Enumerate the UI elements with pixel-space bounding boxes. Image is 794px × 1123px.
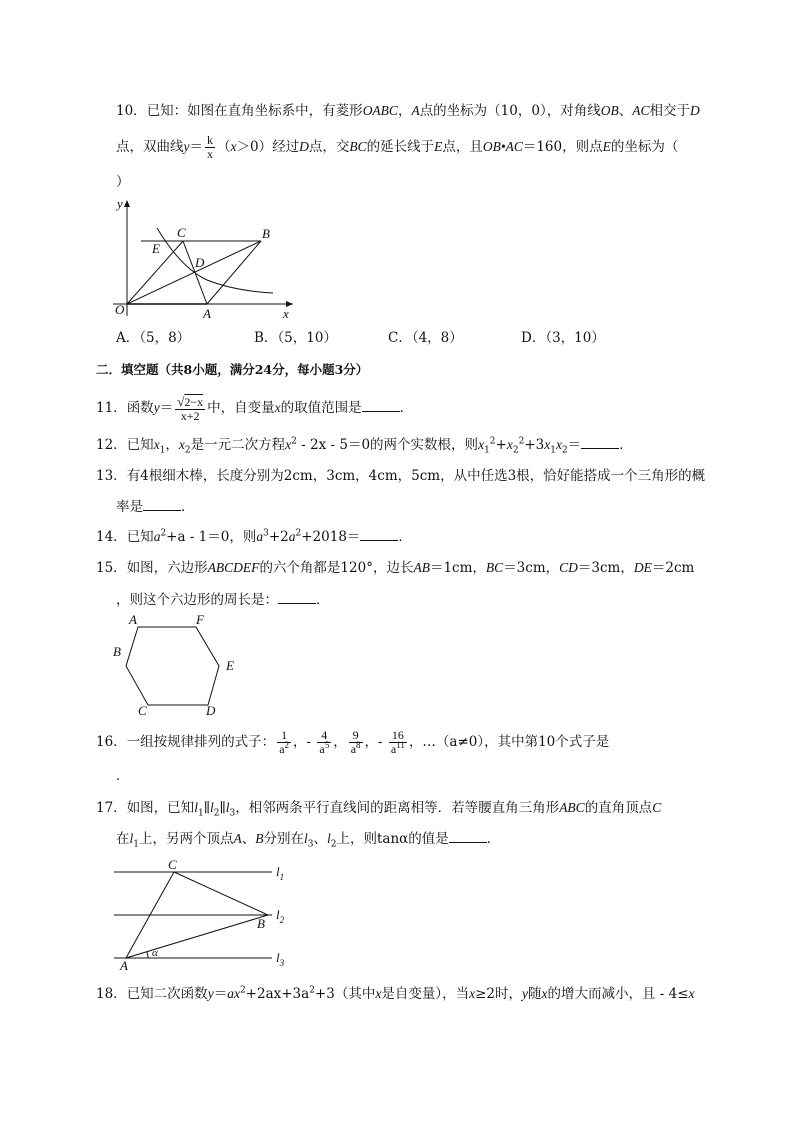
option-b[interactable]: B．（5，10）: [254, 330, 337, 346]
q13-line1: 13．有4根细木棒，长度分别为2cm，3cm，4cm，5cm，从中任选3根，恰好能搭成一个三角形的概: [96, 468, 706, 484]
angle-alpha-arc: [147, 952, 148, 958]
q17-line2: 在$l_1$上，另两个顶点A、B分别在$l_3$、$l_2$上，则tanα的值是 ．: [116, 831, 501, 850]
rhombus-hyperbola-figure: [105, 196, 305, 321]
q17-line1: 17．如图，已知$l_1\parallel l_2\parallel l_3$，相邻两条平行直线间的距离相等．若等腰直角三角形ABC的直角顶点C: [96, 800, 662, 819]
label-c: C: [177, 225, 186, 240]
option-d[interactable]: D．（3，10）: [521, 330, 605, 346]
label-o: O: [115, 302, 125, 317]
answer-blank[interactable]: [360, 528, 398, 541]
k-over-x-fraction: $\frac{k}{x}$: [207, 133, 213, 161]
label-c: C: [168, 857, 177, 872]
q16-line2: ．: [116, 768, 130, 784]
option-a[interactable]: A．（5，8）: [116, 330, 191, 346]
label-a: A: [203, 306, 211, 321]
label-c: C: [138, 703, 147, 716]
answer-blank[interactable]: [449, 830, 487, 843]
sqrt-sign: √: [177, 393, 185, 409]
side-ab: [207, 241, 261, 304]
q16-frac-1: $\frac{1}{a^2}$: [279, 728, 290, 756]
q10-line3: ）: [116, 174, 130, 190]
label-y: y: [117, 196, 123, 211]
q14: 14．已知$a^2+a - 1=0$，则$a^3+2a^2+2018=$ ．: [96, 528, 412, 545]
label-e: E: [226, 658, 234, 673]
q11-fraction: $\frac{√2-x}{x+2}$: [177, 393, 204, 423]
answer-blank[interactable]: [362, 399, 400, 412]
q16-frac-2: $\frac{4}{a^5}$: [319, 728, 330, 756]
label-alpha: α: [152, 947, 158, 959]
label-b: B: [262, 226, 270, 241]
option-c[interactable]: C．（4，8）: [388, 330, 463, 346]
q11: 11．函数y＝ $\frac{√2-x}{x+2}$ 中，自变量x的取值范围是 ．: [96, 393, 414, 423]
answer-blank[interactable]: [278, 591, 316, 604]
label-a: A: [129, 612, 137, 627]
q10-line2: 点，双曲线y＝ $\frac{k}{x}$ （x＞0）经过D点，交BC的延长线于E点，且OB•AC＝160，则点E的坐标为（: [116, 133, 679, 161]
label-b: B: [257, 916, 265, 931]
answer-blank[interactable]: [581, 436, 619, 449]
label-e: E: [152, 241, 160, 256]
q15-line2: ，则这个六边形的周长是： ．: [116, 592, 330, 608]
label-l3: $l_3$: [276, 950, 285, 968]
label-l2: $l_2$: [276, 907, 285, 925]
q18: 18．已知二次函数$y=ax^2+2ax+3a^2+3$（其中x是自变量），当x≥2时，y随x的增大而减小，且 - 4≤x: [96, 985, 695, 1002]
label-d: D: [195, 255, 205, 270]
q16-frac-3: $\frac{9}{a^8}$: [350, 728, 361, 756]
q13-line2: 率是 ．: [116, 499, 195, 515]
label-d: D: [206, 703, 216, 716]
section-heading: 二．填空题（共8小题，满分24分，每小题3分）: [96, 362, 369, 377]
parallel-lines-triangle-figure: [110, 856, 300, 974]
label-l1: $l_1$: [276, 864, 285, 882]
hyperbola-curve: [157, 228, 273, 293]
hexagon-abcdef: [126, 627, 219, 705]
label-a: A: [120, 958, 128, 973]
label-b: B: [113, 644, 121, 659]
q16-line1: 16．一组按规律排列的式子： $\frac{1}{a^2}$ ，- $\frac{4}{a^5}$ ， $\frac{9}{a^8}$ ，- $\frac{16}{a^{11}}$ ，…（a≠0），其中第10个式子是: [96, 728, 610, 756]
label-f: F: [196, 612, 204, 627]
q16-frac-4: $\frac{16}{a^{11}}$: [390, 728, 405, 756]
q10-number: 10．: [116, 103, 147, 119]
answer-blank[interactable]: [143, 498, 181, 511]
q10-line1: 10．已知：如图在直角坐标系中，有菱形OABC，A点的坐标为（10，0），对角线OB、AC相交于D: [116, 103, 700, 119]
q12: 12．已知$x_1$，$x_2$是一元二次方程$x^2 - 2x - 5=0$的两个实数根，则$x_1^2+x_2^2+3x_1x_2=$ ．: [96, 436, 633, 456]
label-x: x: [283, 306, 289, 321]
hexagon-figure: [110, 612, 242, 716]
y-axis-arrow: [124, 200, 130, 207]
q15-line1: 15．如图，六边形ABCDEF的六个角都是120°，边长AB＝1cm，BC＝3cm，CD＝3cm，DE＝2cm: [96, 560, 695, 576]
